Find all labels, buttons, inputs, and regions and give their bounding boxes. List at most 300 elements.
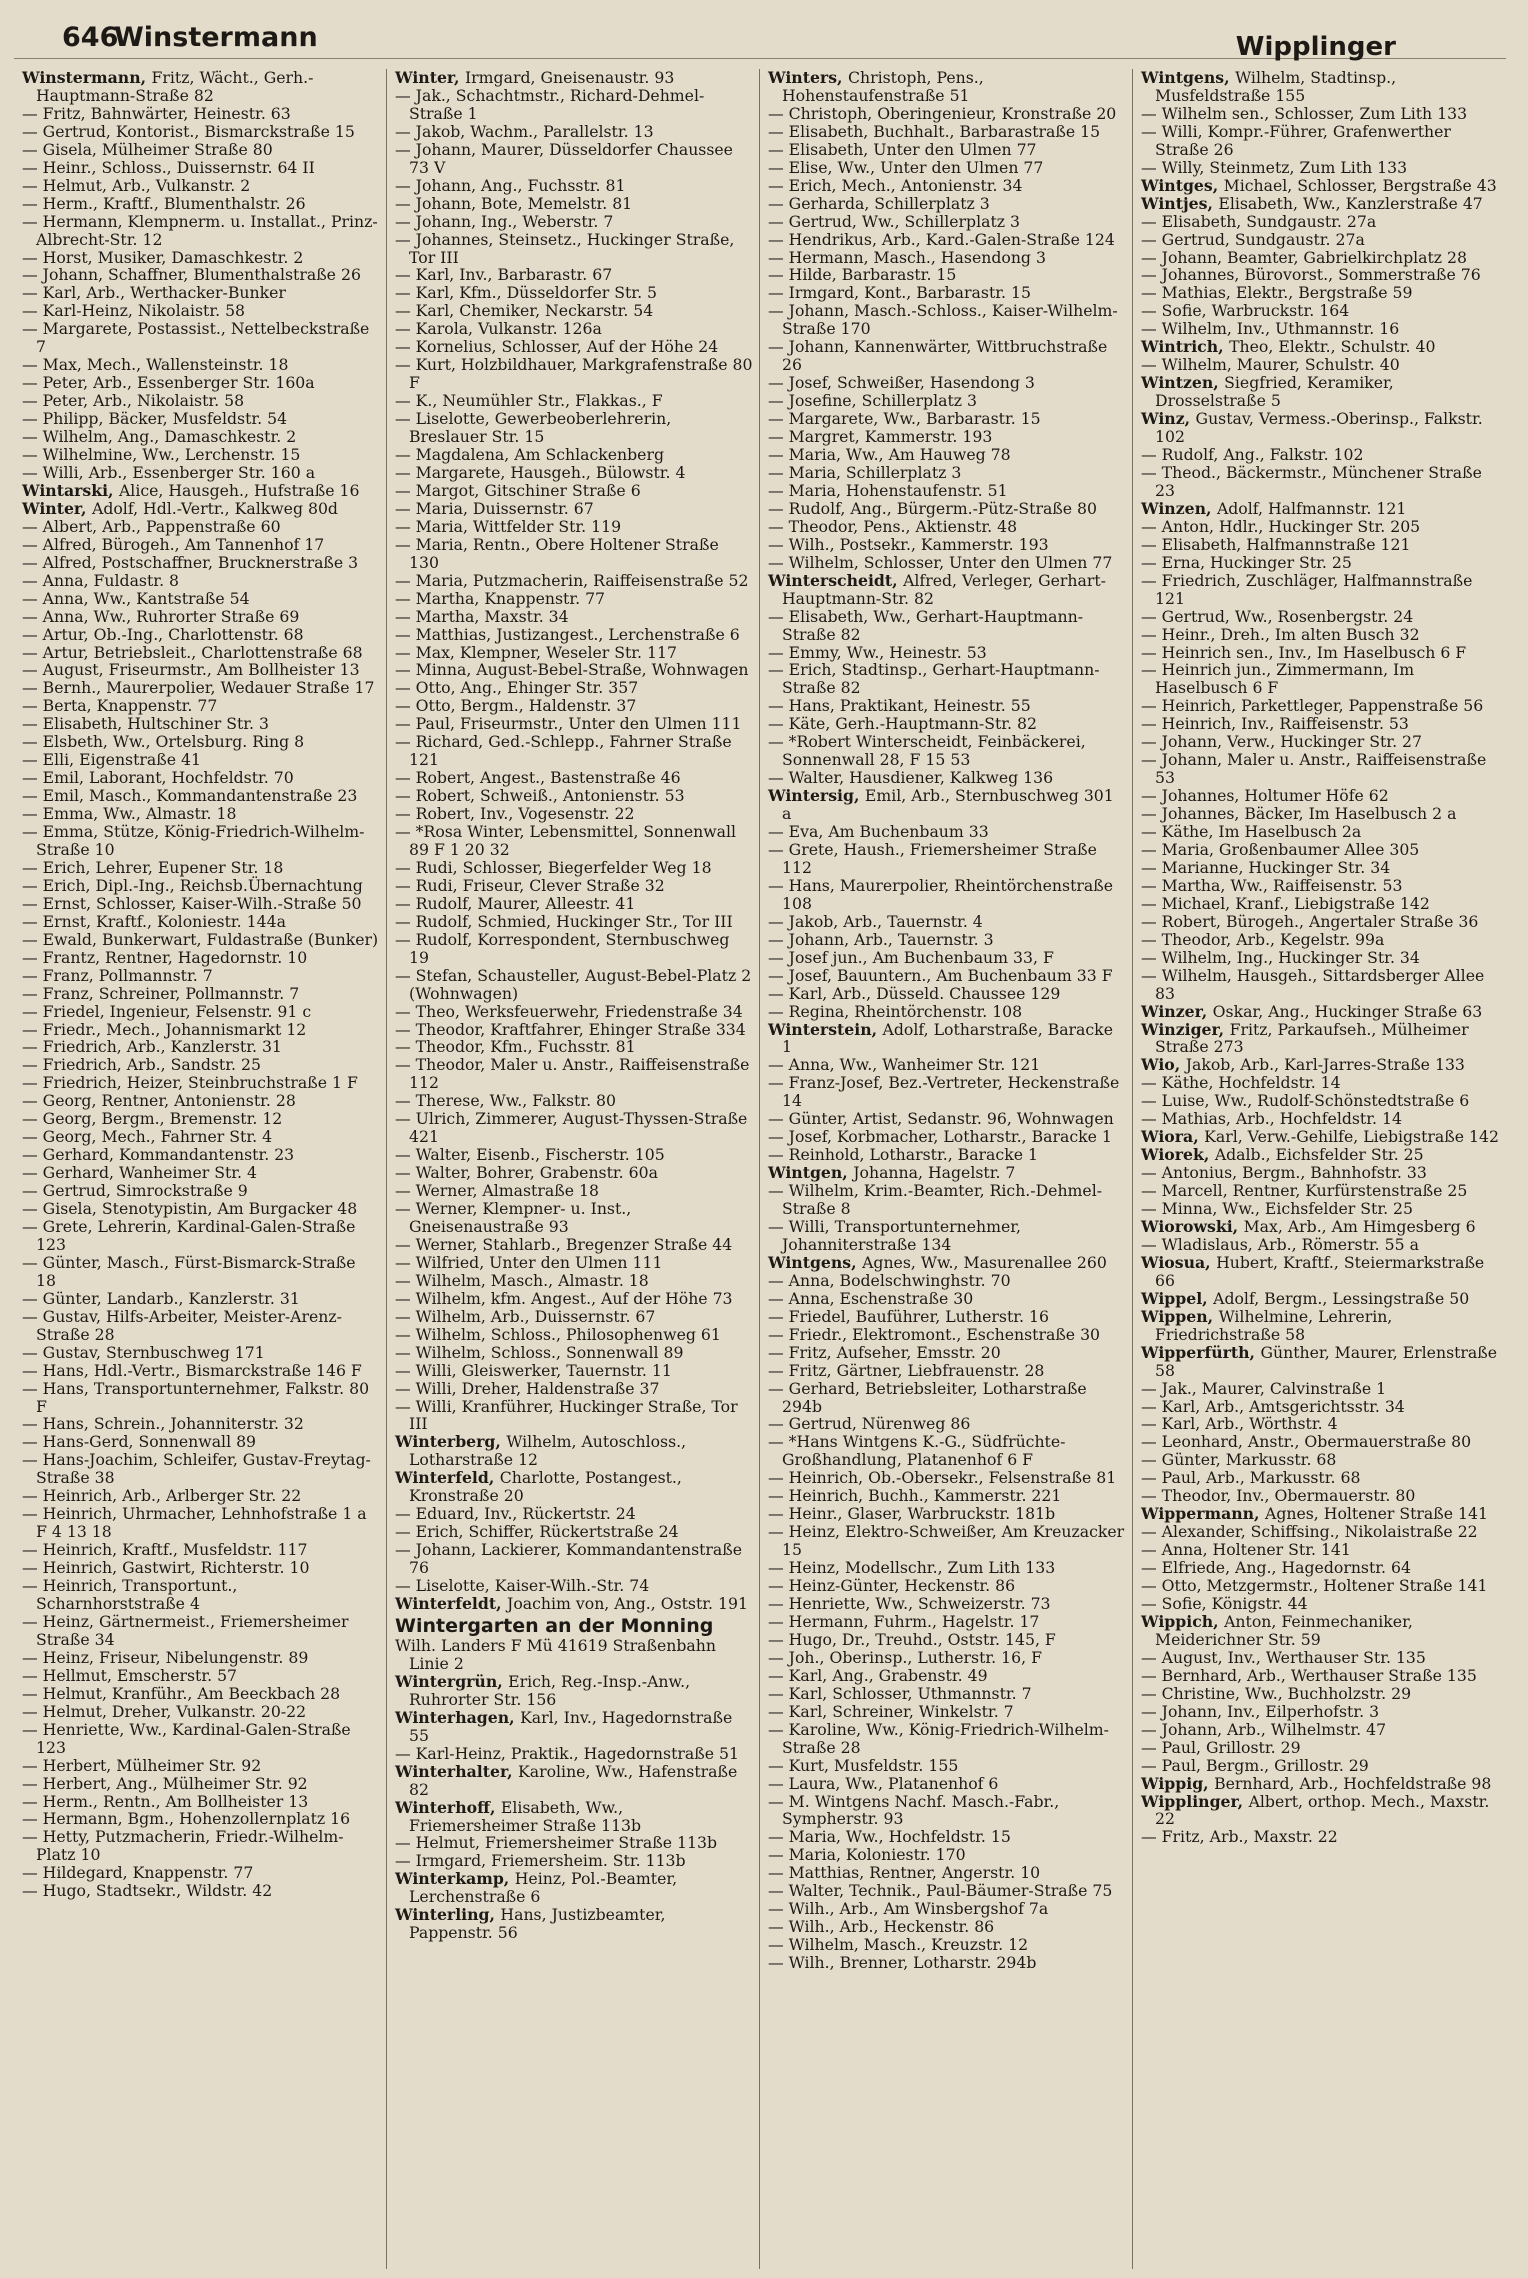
entry-text: — Irmgard, Friemersheim. Str. 113b [395, 1851, 686, 1871]
entry-text: — Bernh., Maurerpolier, Wedauer Straße 17 [22, 678, 375, 698]
directory-entry [20, 536, 380, 554]
entry-text: — Rudi, Schlosser, Biegerfelder Weg 18 [395, 857, 712, 877]
entry-text: — Anna, Eschenstraße 30 [768, 1288, 974, 1308]
directory-entry [393, 697, 753, 715]
directory-entry [20, 1092, 380, 1110]
entry-text: Karl, Inv., Hagedornstraße 55 [409, 1707, 733, 1745]
entry-text: — Walter, Hausdiener, Kalkweg 136 [768, 768, 1054, 788]
directory-entry [1139, 751, 1500, 787]
entry-text: — Heinz, Gärtnermeist., Friemersheimer Straße 34 [22, 1611, 349, 1649]
directory-entry [1139, 644, 1500, 662]
entry-text: — Wilhelm, Schloss., Philosophenweg 61 [395, 1324, 721, 1344]
entry-text: — Martha, Maxstr. 34 [395, 606, 569, 626]
directory-entry [766, 1056, 1126, 1074]
directory-entry [20, 931, 380, 949]
directory-entry [766, 1721, 1126, 1757]
directory-entry [766, 159, 1126, 177]
directory-entry [20, 1308, 380, 1344]
entry-text: — Hans, Maurerpolier, Rheintörchenstraße 108 [768, 875, 1114, 913]
surname: Wintges, [1141, 175, 1224, 195]
directory-entry [1139, 446, 1500, 464]
directory-entry [1139, 1577, 1500, 1595]
entry-text: — Michael, Kranf., Liebigstraße 142 [1141, 893, 1430, 913]
directory-entry [1139, 1559, 1500, 1577]
entry-text: — Johannes, Holtumer Höfe 62 [1141, 786, 1389, 806]
directory-entry [20, 751, 380, 769]
directory-entry [1139, 1200, 1500, 1218]
directory-entry [20, 1487, 380, 1505]
directory-entry [766, 69, 1126, 105]
entry-text: — Margarete, Postassist., Nettelbeckstraße 7 [22, 319, 370, 357]
entry-text: — Wilhelmine, Ww., Lerchenstr. 15 [22, 445, 301, 465]
directory-entry [1139, 1415, 1500, 1433]
directory-entry [20, 1541, 380, 1559]
directory-entry [393, 1523, 753, 1541]
directory-entry [1139, 1182, 1500, 1200]
entry-text: — Wilh., Arb., Am Winsbergshof 7a [768, 1899, 1049, 1919]
directory-entry [393, 213, 753, 231]
directory-entry [766, 1882, 1126, 1900]
directory-entry [20, 769, 380, 787]
surname: Wintersig, [768, 786, 865, 806]
directory-entry [1139, 1146, 1500, 1164]
entry-text: — Artur, Ob.-Ing., Charlottenstr. 68 [22, 624, 304, 644]
page-header [14, 18, 1506, 62]
directory-entry [20, 1182, 380, 1200]
directory-entry [393, 356, 753, 392]
entry-text: — Elisabeth, Buchhalt., Barbarastraße 15 [768, 121, 1101, 141]
entry-text: — Emma, Ww., Almastr. 18 [22, 804, 237, 824]
entry-text: — Josef, Bauuntern., Am Buchenbaum 33 F [768, 965, 1113, 985]
directory-entry [766, 1380, 1126, 1416]
entry-text: Gustav, Vermess.-Oberinsp., Falkstr. 102 [1155, 409, 1483, 447]
entry-text: — Kurt, Holzbildhauer, Markgrafenstraße 80 F [395, 355, 753, 393]
entry-text: — Anna, Bodelschwinghstr. 70 [768, 1270, 1011, 1290]
directory-entry [766, 1344, 1126, 1362]
directory-entry [20, 428, 380, 446]
entry-text: — Sofie, Warbruckstr. 164 [1141, 301, 1350, 321]
directory-entry [766, 249, 1126, 267]
surname: Wippich, [1141, 1611, 1225, 1631]
entry-text: — Matthias, Justizangest., Lerchenstraße 6 [395, 624, 740, 644]
entry-text: — Karl, Arb., Düsseld. Chaussee 129 [768, 983, 1061, 1003]
entry-text: — August, Inv., Werthauser Str. 135 [1141, 1647, 1426, 1667]
entry-text: — Martha, Knappenstr. 77 [395, 588, 606, 608]
directory-entry [766, 769, 1126, 787]
entry-text: — Wilfried, Unter den Ulmen 111 [395, 1252, 663, 1272]
directory-entry [766, 1775, 1126, 1793]
directory-entry [766, 1793, 1126, 1829]
entry-text: — Paul, Bergm., Grillostr. 29 [1141, 1755, 1369, 1775]
entry-text: — Maria, Koloniestr. 170 [768, 1845, 966, 1865]
directory-entry [1139, 356, 1500, 374]
directory-entry [1139, 1487, 1500, 1505]
directory-entry [766, 446, 1126, 464]
directory-entry [393, 679, 753, 697]
directory-entry [20, 1685, 380, 1703]
entry-text: — Johann, Maurer, Düsseldorfer Chaussee 73 V [395, 139, 733, 177]
entry-text: — Antonius, Bergm., Bahnhofstr. 33 [1141, 1163, 1427, 1183]
directory-entry [393, 661, 753, 679]
directory-entry [393, 644, 753, 662]
directory-entry [1139, 266, 1500, 284]
directory-entry [1139, 1523, 1500, 1541]
directory-entry [393, 1637, 753, 1673]
entry-text: — Paul, Friseurmstr., Unter den Ulmen 111 [395, 714, 742, 734]
directory-entry [393, 1146, 753, 1164]
entry-text: — Elsbeth, Ww., Ortelsburg. Ring 8 [22, 732, 305, 752]
entry-text: — Georg, Bergm., Bremenstr. 12 [22, 1109, 283, 1129]
directory-entry [393, 446, 753, 464]
directory-entry [393, 1326, 753, 1344]
entry-text: — Heinz, Elektro-Schweißer, Am Kreuzacker 15 [768, 1522, 1125, 1560]
directory-entry [1139, 1380, 1500, 1398]
entry-text: — Theodor, Maler u. Anstr., Raiffeisenstraße 112 [395, 1055, 750, 1093]
directory-entry [20, 141, 380, 159]
entry-text: — Karl, Kfm., Düsseldorfer Str. 5 [395, 283, 658, 303]
surname: Wintgen, [768, 1163, 854, 1183]
directory-entry [20, 1559, 380, 1577]
directory-entry [766, 608, 1126, 644]
directory-entry [1139, 302, 1500, 320]
directory-column-3 [760, 69, 1133, 2269]
directory-entry [20, 1667, 380, 1685]
directory-entry [20, 1810, 380, 1828]
entry-text: Jakob, Arb., Karl-Jarres-Straße 133 [1185, 1055, 1465, 1075]
entry-text: — Elisabeth, Sundgaustr. 27a [1141, 211, 1377, 231]
surname: Wintjes, [1141, 193, 1219, 213]
entry-text: — Johann, Inv., Eilperhofstr. 3 [1141, 1701, 1380, 1721]
entry-text: — Erich, Mech., Antonienstr. 34 [768, 175, 1023, 195]
directory-entry [766, 428, 1126, 446]
directory-entry [766, 302, 1126, 338]
surname: Winzer, [1141, 1001, 1213, 1021]
directory-entry [1139, 1433, 1500, 1451]
entry-text: Anton, Feinmechaniker, Meiderichner Str. 59 [1155, 1611, 1413, 1649]
entry-text: — Rudolf, Ang., Bürgerm.-Pütz-Straße 80 [768, 498, 1098, 518]
entry-text: — Georg, Mech., Fahrner Str. 4 [22, 1127, 273, 1147]
directory-entry [393, 1870, 753, 1906]
directory-entry [766, 985, 1126, 1003]
directory-entry [1139, 949, 1500, 967]
entry-text: — Emil, Laborant, Hochfeldstr. 70 [22, 768, 294, 788]
directory-entry [766, 1667, 1126, 1685]
entry-text: — Theodor, Kraftfahrer, Ehinger Straße 334 [395, 1019, 746, 1039]
entry-text: — Karola, Vulkanstr. 126a [395, 319, 602, 339]
entry-text: — Gisela, Stenotypistin, Am Burgacker 48 [22, 1199, 358, 1219]
entry-text: — Hugo, Stadtsekr., Wildstr. 42 [22, 1881, 273, 1901]
directory-entry [393, 464, 753, 482]
surname: Wintergrün, [395, 1671, 509, 1691]
directory-entry [393, 266, 753, 284]
directory-entry [20, 446, 380, 464]
entry-text: Agnes, Ww., Masurenallee 260 [862, 1252, 1107, 1272]
directory-entry [20, 392, 380, 410]
entry-text: — Robert, Schweiß., Antonienstr. 53 [395, 786, 685, 806]
entry-text: — Wilhelm, Masch., Almastr. 18 [395, 1270, 649, 1290]
directory-entry [393, 1745, 753, 1763]
surname: Wintgens, [1141, 69, 1236, 87]
directory-entry [393, 913, 753, 931]
directory-entry [20, 500, 380, 518]
surname: Winziger, [1141, 1019, 1230, 1039]
entry-text: — Heinr., Glaser, Warbruckstr. 181b [768, 1504, 1056, 1524]
entry-text: — Günter, Markusstr. 68 [1141, 1450, 1337, 1470]
directory-entry [20, 1577, 380, 1613]
entry-text: — Wilhelm, Ing., Huckinger Str. 34 [1141, 947, 1420, 967]
entry-text: — Käthe, Im Haselbusch 2a [1141, 822, 1362, 842]
directory-entry [1139, 177, 1500, 195]
surname: Winterhagen, [395, 1707, 521, 1727]
directory-entry [1139, 877, 1500, 895]
entry-text: — Karoline, Ww., König-Friedrich-Wilhelm-Straße 28 [768, 1719, 1109, 1757]
entry-text: — Maria, Putzmacherin, Raiffeisenstraße 52 [395, 570, 749, 590]
entry-text: Heinz, Pol.-Beamter, Lerchenstraße 6 [409, 1869, 678, 1907]
surname: Winterberg, [395, 1432, 507, 1452]
entry-text: — Liselotte, Kaiser-Wilh.-Str. 74 [395, 1576, 650, 1596]
entry-text: — Wilh., Brenner, Lotharstr. 294b [768, 1953, 1037, 1973]
directory-entry [20, 877, 380, 895]
directory-entry [393, 1380, 753, 1398]
entry-text: — Maria, Wittfelder Str. 119 [395, 516, 622, 536]
directory-entry [1139, 1451, 1500, 1469]
directory-entry [20, 518, 380, 536]
entry-text: — Maria, Rentn., Obere Holtener Straße 130 [395, 534, 719, 572]
entry-text: — Irmgard, Kont., Barbarastr. 15 [768, 283, 1031, 303]
entry-text: — Wladislaus, Arb., Römerstr. 55 a [1141, 1234, 1419, 1254]
entry-text: Albert, orthop. Mech., Maxstr. 22 [1155, 1791, 1490, 1829]
directory-entry [766, 1254, 1126, 1272]
directory-entry [20, 590, 380, 608]
directory-entry [393, 141, 753, 177]
entry-text: — Gerhard, Kommandantenstr. 23 [22, 1145, 295, 1165]
directory-entry [1139, 1164, 1500, 1182]
entry-text: — Johann, Lackierer, Kommandantenstraße 76 [395, 1540, 743, 1578]
entry-text: — Johann, Beamter, Gabrielkirchplatz 28 [1141, 247, 1468, 267]
entry-text: — Kurt, Musfeldstr. 155 [768, 1755, 959, 1775]
entry-text: — Wilhelm, Ang., Damaschkestr. 2 [22, 427, 297, 447]
entry-text: — Werner, Almastraße 18 [395, 1181, 599, 1201]
entry-text: Alfred, Verleger, Gerhart-Hauptmann-Str. 82 [782, 570, 1106, 608]
entry-text: — Gustav, Hilfs-Arbeiter, Meister-Arenz-Straße 28 [22, 1306, 342, 1344]
directory-entry [1139, 733, 1500, 751]
directory-entry [393, 1290, 753, 1308]
entry-text: — Günter, Artist, Sedanstr. 96, Wohnwagen [768, 1109, 1114, 1129]
entry-text: — Kornelius, Schlosser, Auf der Höhe 24 [395, 337, 719, 357]
surname: Winterling, [395, 1905, 501, 1925]
directory-entry [1139, 967, 1500, 1003]
entry-text: Oskar, Ang., Huckinger Straße 63 [1212, 1001, 1483, 1021]
directory-entry [393, 769, 753, 787]
entry-text: — Maria, Großenbaumer Allee 305 [1141, 839, 1420, 859]
directory-entry [1139, 715, 1500, 733]
entry-text: Agnes, Holtener Straße 141 [1264, 1504, 1488, 1524]
directory-entry [766, 1864, 1126, 1882]
entry-text: — Helmut, Dreher, Vulkanstr. 20-22 [22, 1701, 307, 1721]
entry-text: — Karl, Arb., Amtsgerichtsstr. 34 [1141, 1396, 1405, 1416]
directory-entry [20, 177, 380, 195]
directory-entry [20, 1290, 380, 1308]
entry-text: — Heinrich, Transportunt., Scharnhorststraße 4 [22, 1576, 238, 1614]
entry-text: — Reinhold, Lotharstr., Baracke 1 [768, 1145, 1038, 1165]
entry-text: — Heinrich sen., Inv., Im Haselbusch 6 F [1141, 642, 1467, 662]
entry-text: — Alfred, Bürogeh., Am Tannenhof 17 [22, 534, 325, 554]
entry-text: — Herm., Kraftf., Blumenthalstr. 26 [22, 193, 306, 213]
directory-entry [20, 661, 380, 679]
directory-entry [393, 1003, 753, 1021]
directory-entry [1139, 1469, 1500, 1487]
directory-entry [393, 195, 753, 213]
entry-text: — Bernhard, Arb., Werthauser Straße 135 [1141, 1665, 1477, 1685]
surname: Wiosua, [1141, 1252, 1217, 1272]
directory-entry [20, 1362, 380, 1380]
directory-entry [766, 1649, 1126, 1667]
entry-text: — Maria, Hohenstaufenstr. 51 [768, 480, 1008, 500]
directory-entry [1139, 697, 1500, 715]
entry-text: — Peter, Arb., Nikolaistr. 58 [22, 391, 245, 411]
entry-text: — Hermann, Klempnerm. u. Installat., Prinz-Albrecht-Str. 12 [22, 211, 378, 249]
surname: Winter, [395, 69, 465, 87]
directory-entry [393, 1236, 753, 1254]
entry-text: — Karl, Inv., Barbarastr. 67 [395, 265, 613, 285]
directory-entry [1139, 1128, 1500, 1146]
directory-entry [393, 338, 753, 356]
directory-entry [20, 572, 380, 590]
entry-text: Fritz, Parkaufseh., Mülheimer Straße 273 [1155, 1019, 1469, 1057]
directory-entry [393, 1344, 753, 1362]
entry-text: — Otto, Bergm., Haldenstr. 37 [395, 696, 637, 716]
entry-text: — Theodor, Pens., Aktienstr. 48 [768, 516, 1018, 536]
entry-text: — Albert, Arb., Pappenstraße 60 [22, 516, 281, 536]
entry-text: — Ulrich, Zimmerer, August-Thyssen-Straße 421 [395, 1109, 748, 1147]
entry-text: — Peter, Arb., Essenberger Str. 160a [22, 373, 315, 393]
directory-entry [393, 931, 753, 967]
entry-text: — Karl, Arb., Wörthstr. 4 [1141, 1414, 1338, 1434]
entry-text: — Robert, Inv., Vogesenstr. 22 [395, 804, 635, 824]
entry-text: — Regina, Rheintörchenstr. 108 [768, 1001, 1023, 1021]
directory-column-1 [14, 69, 387, 2269]
entry-text: — Artur, Betriebsleit., Charlottenstraße 68 [22, 642, 363, 662]
directory-entry [393, 482, 753, 500]
entry-text: — Jak., Schachtmstr., Richard-Dehmel-Straße 1 [395, 85, 705, 123]
directory-entry [1139, 1649, 1500, 1667]
entry-text: — Rudi, Friseur, Clever Straße 32 [395, 875, 665, 895]
entry-text: — Käthe, Hochfeldstr. 14 [1141, 1073, 1341, 1093]
entry-text: — Erich, Lehrer, Eupener Str. 18 [22, 857, 284, 877]
entry-text: — Elisabeth, Unter den Ulmen 77 [768, 139, 1037, 159]
entry-text: — Karl-Heinz, Praktik., Hagedornstraße 51 [395, 1743, 739, 1763]
surname: Wippel, [1141, 1288, 1214, 1308]
directory-entry [1139, 1218, 1500, 1236]
entry-text: — Heinrich, Kraftf., Musfeldstr. 117 [22, 1540, 308, 1560]
directory-entry [766, 1918, 1126, 1936]
surname: Wiorek, [1141, 1145, 1215, 1165]
entry-text: — Elli, Eigenstraße 41 [22, 750, 201, 770]
entry-text: — Hugo, Dr., Treuhd., Oststr. 145, F [768, 1629, 1056, 1649]
entry-text: Wilhelmine, Lehrerin, Friedrichstraße 58 [1155, 1306, 1393, 1344]
directory-entry [766, 195, 1126, 213]
directory-entry [393, 392, 753, 410]
entry-text: — Ewald, Bunkerwart, Fuldastraße (Bunker) [22, 929, 379, 949]
entry-text: — Heinr., Schloss., Duissernstr. 64 II [22, 157, 315, 177]
directory-entry [1139, 1613, 1500, 1649]
directory-entry [393, 1577, 753, 1595]
entry-text: — Johann, Masch.-Schloss., Kaiser-Wilhelm-Straße 170 [768, 301, 1118, 339]
directory-entry [766, 1846, 1126, 1864]
entry-text: Wilhelm, Autoschloss., Lotharstraße 12 [409, 1432, 687, 1470]
directory-entry [393, 1056, 753, 1092]
running-head-left: Winstermann [114, 22, 318, 53]
entry-text: — Heinrich jun., Zimmermann, Im Haselbusch 6 F [1141, 660, 1415, 698]
directory-entry [766, 1146, 1126, 1164]
entry-text: — Grete, Haush., Friemersheimer Straße 112 [768, 839, 1097, 877]
directory-entry [766, 1074, 1126, 1110]
directory-entry [1139, 1721, 1500, 1739]
surname: Winterkamp, [395, 1869, 515, 1889]
entry-text: — Christine, Ww., Buchholzstr. 29 [1141, 1683, 1412, 1703]
directory-entry [20, 1074, 380, 1092]
directory-entry [393, 1308, 753, 1326]
entry-text: — Willi, Gleiswerker, Tauernstr. 11 [395, 1360, 672, 1380]
directory-entry [1139, 554, 1500, 572]
surname: Winz, [1141, 409, 1196, 429]
directory-entry [1139, 159, 1500, 177]
entry-text: — Gerhard, Wanheimer Str. 4 [22, 1163, 258, 1183]
directory-entry [20, 1793, 380, 1811]
directory-entry [20, 805, 380, 823]
directory-entry [20, 554, 380, 572]
entry-text: — Willi, Transportunternehmer, Johanniterstraße 134 [768, 1217, 1022, 1254]
entry-text: — Walter, Eisenb., Fischerstr. 105 [395, 1145, 665, 1165]
directory-entry [393, 1182, 753, 1200]
entry-text: — Jakob, Wachm., Parallelstr. 13 [395, 121, 654, 141]
entry-text: — Werner, Klempner- u. Inst., Gneisenaustraße 93 [395, 1199, 632, 1236]
entry-text: — Matthias, Rentner, Angerstr. 10 [768, 1863, 1041, 1883]
directory-entry [766, 392, 1126, 410]
directory-entry [1139, 536, 1500, 554]
directory-entry [20, 1864, 380, 1882]
entry-text: — Josef, Korbmacher, Lotharstr., Baracke 1 [768, 1127, 1112, 1147]
entry-text: Adolf, Halfmannstr. 121 [1216, 498, 1407, 518]
entry-text: — Fritz, Gärtner, Liebfrauenstr. 28 [768, 1360, 1045, 1380]
entry-text: — Minna, August-Bebel-Straße, Wohnwagen [395, 660, 749, 680]
directory-entry [393, 1852, 753, 1870]
surname: Winterfeld, [395, 1468, 500, 1488]
directory-entry [20, 1038, 380, 1056]
directory-entry [20, 823, 380, 859]
directory-entry [393, 1541, 753, 1577]
entry-text: — Fritz, Arb., Maxstr. 22 [1141, 1827, 1338, 1847]
directory-entry [766, 841, 1126, 877]
directory-entry [1139, 608, 1500, 626]
directory-entry [20, 1110, 380, 1128]
directory-entry [1139, 895, 1500, 913]
directory-entry [393, 1110, 753, 1146]
directory-entry [20, 1505, 380, 1541]
entry-text: — Friedel, Bauführer, Lutherstr. 16 [768, 1306, 1049, 1326]
directory-entry [1139, 1757, 1500, 1775]
entry-text: Charlotte, Postangest., Kronstraße 20 [409, 1468, 682, 1506]
entry-text: — Friedrich, Heizer, Steinbruchstraße 1 F [22, 1073, 358, 1093]
entry-text: — Otto, Ang., Ehinger Str. 357 [395, 678, 639, 698]
directory-entry [766, 213, 1126, 231]
directory-entry [766, 1505, 1126, 1523]
entry-text: Hans, Justizbeamter, Pappenstr. 56 [409, 1905, 666, 1943]
entry-text: Elisabeth, Ww., Friemersheimer Straße 113b [409, 1797, 642, 1835]
directory-entry [20, 1021, 380, 1039]
directory-entry [20, 715, 380, 733]
entry-text: — Hans, Hdl.-Vertr., Bismarckstraße 146 F [22, 1360, 362, 1380]
